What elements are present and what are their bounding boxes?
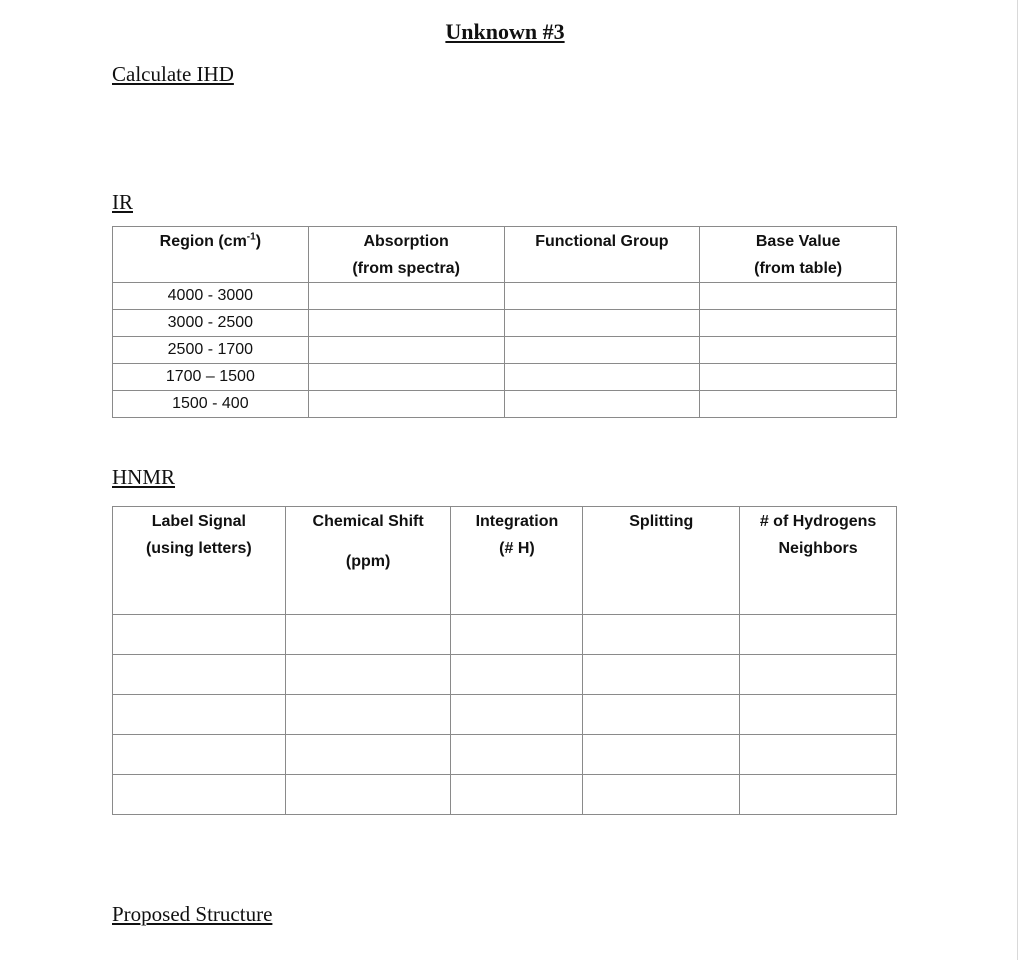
- hnmr-label-cell[interactable]: [113, 735, 286, 775]
- hnmr-header-integration: Integration (# H): [451, 507, 583, 615]
- hnmr-label-cell[interactable]: [113, 655, 286, 695]
- document-title: Unknown #3: [445, 19, 565, 44]
- hnmr-neighbors-cell[interactable]: [740, 695, 897, 735]
- ir-region-cell: 1500 - 400: [113, 391, 309, 418]
- ir-header-functional-group: Functional Group: [504, 227, 700, 283]
- hnmr-splitting-cell[interactable]: [583, 735, 740, 775]
- ir-functional-group-cell[interactable]: [504, 364, 700, 391]
- ir-region-cell: 2500 - 1700: [113, 337, 309, 364]
- ir-region-cell: 1700 – 1500: [113, 364, 309, 391]
- table-row: [113, 391, 897, 418]
- table-row: [113, 735, 897, 775]
- ir-absorption-cell[interactable]: [308, 391, 504, 418]
- table-row: [113, 364, 897, 391]
- ir-table: [112, 226, 897, 418]
- hnmr-table: [112, 506, 897, 815]
- table-row: [113, 695, 897, 735]
- hnmr-integration-cell[interactable]: [451, 615, 583, 655]
- table-row: [113, 337, 897, 364]
- hnmr-shift-cell[interactable]: [285, 655, 451, 695]
- hnmr-shift-cell[interactable]: [285, 775, 451, 815]
- hnmr-label-cell[interactable]: [113, 615, 286, 655]
- page-edge: [1017, 0, 1018, 960]
- ir-header-base-value: Base Value (from table): [700, 227, 897, 283]
- hnmr-shift-cell[interactable]: [285, 735, 451, 775]
- ir-absorption-cell[interactable]: [308, 310, 504, 337]
- hnmr-splitting-cell[interactable]: [583, 615, 740, 655]
- section-proposed-structure: Proposed Structure: [112, 902, 273, 926]
- ir-absorption-cell[interactable]: [308, 337, 504, 364]
- hnmr-shift-cell[interactable]: [285, 615, 451, 655]
- section-calculate-ihd: Calculate IHD: [112, 62, 234, 86]
- ir-base-value-cell[interactable]: [700, 337, 897, 364]
- hnmr-integration-cell[interactable]: [451, 775, 583, 815]
- table-row: [113, 310, 897, 337]
- ir-region-cell: 4000 - 3000: [113, 283, 309, 310]
- ir-base-value-cell[interactable]: [700, 391, 897, 418]
- hnmr-neighbors-cell[interactable]: [740, 775, 897, 815]
- hnmr-header-label-signal: Label Signal (using letters): [113, 507, 286, 615]
- table-row: [113, 775, 897, 815]
- section-hnmr: HNMR: [112, 465, 176, 489]
- hnmr-header-neighbors: # of Hydrogens Neighbors: [740, 507, 897, 615]
- hnmr-integration-cell[interactable]: [451, 695, 583, 735]
- table-row: [113, 655, 897, 695]
- ir-absorption-cell[interactable]: [308, 283, 504, 310]
- ir-header-absorption: Absorption (from spectra): [308, 227, 504, 283]
- ir-header-region: Region $(cm^{-1})$: [113, 227, 309, 283]
- hnmr-shift-cell[interactable]: [285, 695, 451, 735]
- ir-region-cell: 3000 - 2500: [113, 310, 309, 337]
- table-row: [113, 615, 897, 655]
- hnmr-label-cell[interactable]: [113, 695, 286, 735]
- ir-header-row: [113, 227, 897, 283]
- hnmr-header-splitting: Splitting: [583, 507, 740, 615]
- hnmr-splitting-cell[interactable]: [583, 695, 740, 735]
- ir-base-value-cell[interactable]: [700, 364, 897, 391]
- hnmr-neighbors-cell[interactable]: [740, 615, 897, 655]
- table-row: [113, 283, 897, 310]
- ir-functional-group-cell[interactable]: [504, 337, 700, 364]
- ir-functional-group-cell[interactable]: [504, 310, 700, 337]
- hnmr-header-row: [113, 507, 897, 615]
- hnmr-integration-cell[interactable]: [451, 655, 583, 695]
- hnmr-neighbors-cell[interactable]: [740, 735, 897, 775]
- hnmr-label-cell[interactable]: [113, 775, 286, 815]
- ir-absorption-cell[interactable]: [308, 364, 504, 391]
- hnmr-integration-cell[interactable]: [451, 735, 583, 775]
- hnmr-splitting-cell[interactable]: [583, 655, 740, 695]
- section-ir: IR: [112, 190, 133, 214]
- ir-functional-group-cell[interactable]: [504, 283, 700, 310]
- ir-base-value-cell[interactable]: [700, 310, 897, 337]
- hnmr-neighbors-cell[interactable]: [740, 655, 897, 695]
- hnmr-splitting-cell[interactable]: [583, 775, 740, 815]
- ir-base-value-cell[interactable]: [700, 283, 897, 310]
- ir-functional-group-cell[interactable]: [504, 391, 700, 418]
- hnmr-header-chemical-shift: Chemical Shift (ppm): [285, 507, 451, 615]
